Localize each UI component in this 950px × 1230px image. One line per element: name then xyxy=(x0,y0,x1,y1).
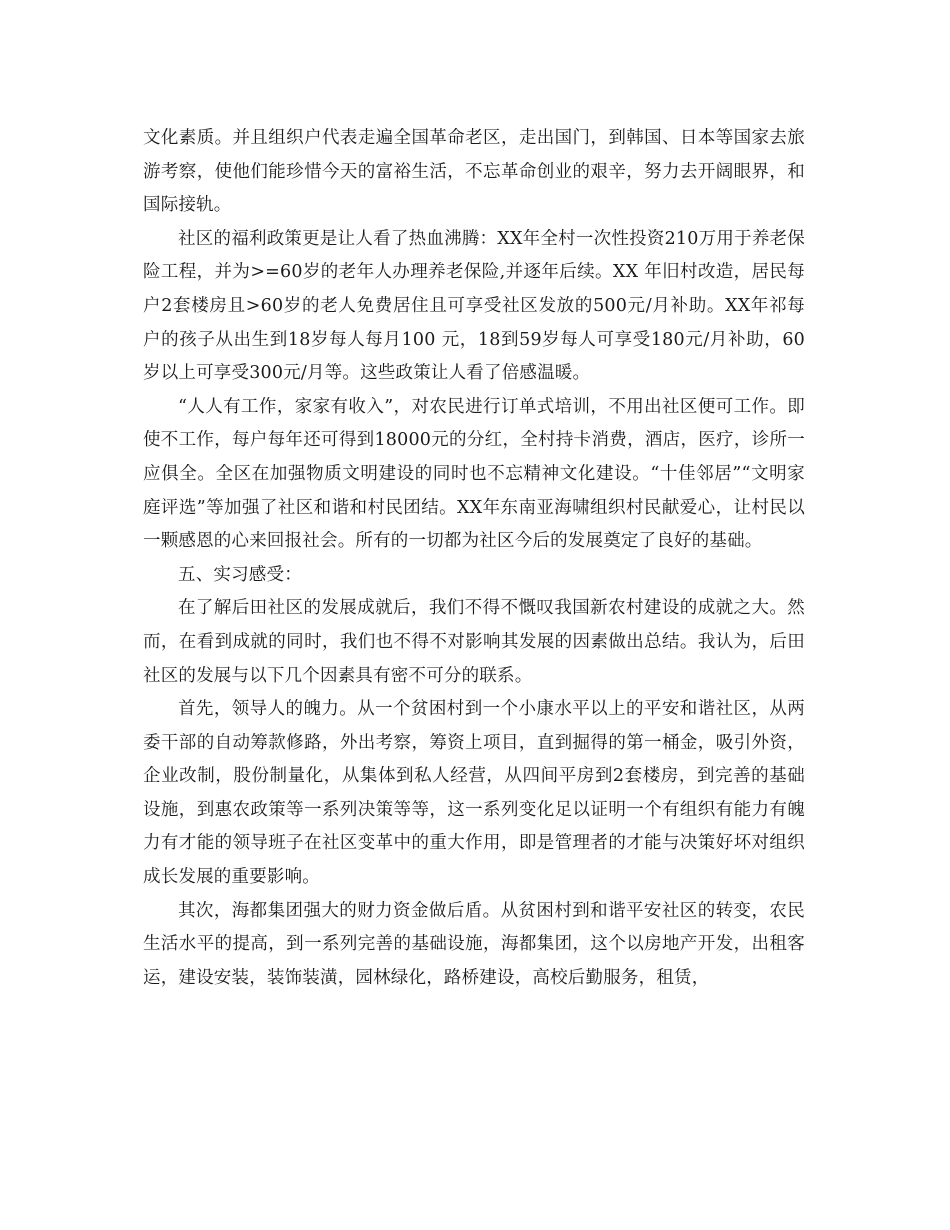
paragraph-employment-income: “人人有工作，家家有收入”，对农民进行订单式培训，不用出社区便可工作。即使不工作，每户每年还可得到18000元的分红，全村持卡消费，酒店，医疗，诊所一应俱全。全区在加强物质文明建设的同时也不忘精神文化建设。“十佳邻居”“文明家庭评选”等加强了社区和谐和村民团结。XX年东南亚海啸组织村民献爱心，让村民以一颗感恩的心来回报社会。所有的一切都为社区今后的发展奠定了良好的基础。 xyxy=(143,396,805,552)
paragraph-development-summary: 在了解后田社区的发展成就后，我们不得不慨叹我国新农村建设的成就之大。然而，在看到成就的同时，我们也不得不对影响其发展的因素做出总结。我认为，后田社区的发展与以下几个因素具有密不可分的联系。 xyxy=(143,598,805,686)
document-body xyxy=(143,122,805,995)
paragraph-leadership: 首先，领导人的魄力。从一个贫困村到一个小康水平以上的平安和谐社区，从两委干部的自动筹款修路，外出考察，筹资上项目，直到掘得的第一桶金，吸引外资，企业改制，股份制量化，从集体到私人经营，从四间平房到2套楼房，到完善的基础设施，到惠农政策等一系列决策等等，这一系列变化足以证明一个有组织有能力有魄力有才能的领导班子在社区变革中的重大作用，即是管理者的才能与决策好坏对组织成长发展的重要影响。 xyxy=(143,699,805,888)
paragraph-continuation: 文化素质。并且组织户代表走遍全国革命老区，走出国门，到韩国、日本等国家去旅游考察，使他们能珍惜今天的富裕生活，不忘革命创业的艰辛，努力去开阔眼界，和国际接轨。 xyxy=(143,128,805,216)
paragraph-welfare-policy: 社区的福利政策更是让人看了热血沸腾：XX年全村一次性投资210万用于养老保险工程，并为>=60岁的老年人办理养老保险,并逐年后续。XX 年旧村改造，居民每户2套楼房且>60岁的老人免费居住且可享受社区发放的500元/月补助。XX年祁每户的孩子从出生到18岁每人每月100 元，18到59岁每人可享受180元/月补助，60岁以上可享受300元/月等。这些政策让人看了倍感温暖。 xyxy=(143,228,805,384)
section-heading-internship-reflections: 五、实习感受： xyxy=(178,564,302,585)
paragraph-financial-backing: 其次，海都集团强大的财力资金做后盾。从贫困村到和谐平安社区的转变，农民生活水平的提高，到一系列完善的基础设施，海都集团，这个以房地产开发，出租客运，建设安装，装饰装潢，园林绿化，路桥建设，高校后勤服务，租赁， xyxy=(143,900,805,988)
